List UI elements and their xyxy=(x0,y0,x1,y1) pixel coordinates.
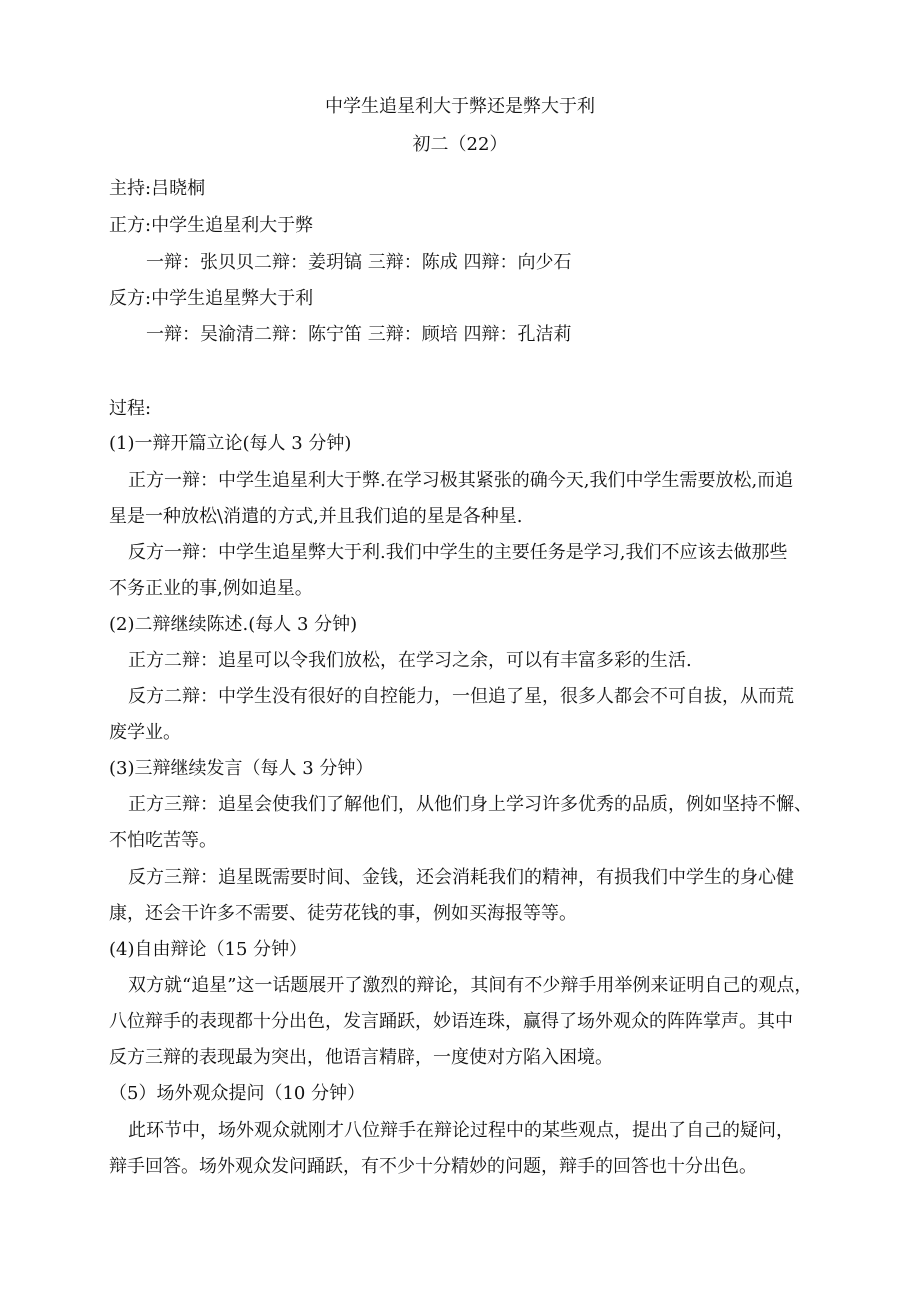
con-debaters-line: 一辩：吴渝清二辩：陈宁笛 三辩：顾培 四辩：孔洁莉 xyxy=(146,324,572,345)
section-4-line-2: 八位辩手的表现都十分出色，发言踊跃，妙语连珠，赢得了场外观众的阵阵掌声。其中 xyxy=(109,1011,793,1032)
pro-debaters-line: 一辩：张贝贝二辩：姜玥镐 三辩：陈成 四辩：向少石 xyxy=(146,252,572,273)
section-4-line-1: 双方就“追星”这一话题展开了激烈的辩论，其间有不少辩手用举例来证明自己的观点， xyxy=(128,975,813,996)
class-label: 初二（22） xyxy=(412,134,508,155)
process-heading: 过程: xyxy=(109,398,152,419)
section-5-line-1: 此环节中，场外观众就刚才八位辩手在辩论过程中的某些观点，提出了自己的疑问， xyxy=(128,1120,794,1141)
con-side-line: 反方:中学生追星弊大于利 xyxy=(109,288,314,309)
section-3-pro-line-1: 正方三辩：追星会使我们了解他们，从他们身上学习许多优秀的品质，例如坚持不懈、 xyxy=(128,794,812,815)
section-1-pro-line-1: 正方一辩：中学生追星利大于弊.在学习极其紧张的确今天,我们中学生需要放松,而追 xyxy=(128,470,794,491)
section-2-con-line-1: 反方二辩：中学生没有很好的自控能力，一但追了星，很多人都会不可自拔，从而荒 xyxy=(128,686,794,707)
pro-side-line: 正方:中学生追星利大于弊 xyxy=(109,215,314,236)
section-3-con-line-2: 康，还会干许多不需要、徒劳花钱的事，例如买海报等等。 xyxy=(109,903,577,924)
section-1-con-line-1: 反方一辩：中学生追星弊大于利.我们中学生的主要任务是学习,我们不应该去做那些 xyxy=(128,542,788,563)
document-title: 中学生追星利大于弊还是弊大于利 xyxy=(325,96,595,117)
section-4-line-3: 反方三辩的表现最为突出，他语言精辟，一度使对方陷入困境。 xyxy=(109,1047,613,1068)
section-3-pro-line-2: 不怕吃苦等。 xyxy=(109,830,217,851)
section-1-con-line-2: 不务正业的事,例如追星。 xyxy=(109,578,313,599)
host-line: 主持:吕晓桐 xyxy=(109,178,206,199)
section-5-line-2: 辩手回答。场外观众发问踊跃，有不少十分精妙的问题，辩手的回答也十分出色。 xyxy=(109,1156,757,1177)
section-3-heading: (3)三辩继续发言（每人 3 分钟） xyxy=(109,758,374,779)
section-3-con-line-1: 反方三辩：追星既需要时间、金钱，还会消耗我们的精神，有损我们中学生的身心健 xyxy=(128,867,794,888)
section-2-con-line-2: 废学业。 xyxy=(109,722,181,743)
section-2-heading: (2)二辩继续陈述.(每人 3 分钟) xyxy=(109,614,358,635)
section-5-heading: （5）场外观众提问（10 分钟） xyxy=(109,1083,366,1104)
section-1-pro-line-2: 星是一种放松\消遣的方式,并且我们追的星是各种星. xyxy=(109,506,523,527)
section-2-pro-line-1: 正方二辩：追星可以令我们放松，在学习之余，可以有丰富多彩的生活. xyxy=(128,650,692,671)
section-1-heading: (1)一辩开篇立论(每人 3 分钟) xyxy=(109,433,352,454)
section-4-heading: (4)自由辩论（15 分钟） xyxy=(109,939,308,960)
